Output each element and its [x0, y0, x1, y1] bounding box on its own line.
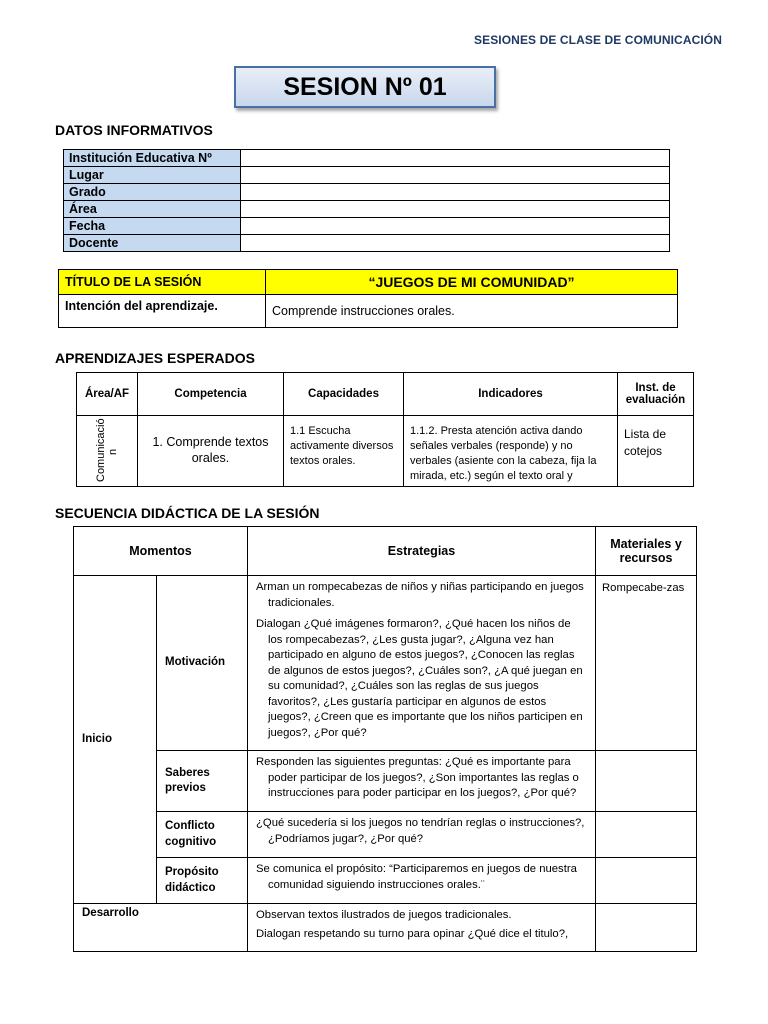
datos-value[interactable]	[241, 235, 670, 252]
material-empty	[596, 858, 697, 904]
col-header-materiales: Materiales y recursos	[596, 527, 697, 576]
table-row	[64, 184, 670, 201]
col-header-instrumento: Inst. de evaluación	[618, 373, 694, 416]
intencion-label: Intención del aprendizaje.	[59, 295, 266, 328]
estrategia-proposito	[248, 858, 596, 904]
datos-label: Lugar	[64, 167, 241, 184]
momento-inicio: Inicio	[74, 576, 157, 904]
estrategia-text: Observan textos ilustrados de juegos tradicionales.	[256, 909, 512, 921]
material-empty	[596, 751, 697, 812]
secuencia-heading: SECUENCIA DIDÁCTICA DE LA SESIÓN	[55, 505, 320, 521]
material-rompecabezas: Rompecabe-zas	[596, 576, 697, 751]
datos-label: Grado	[64, 184, 241, 201]
datos-label: Institución Educativa Nº	[64, 150, 241, 167]
estrategia-text: Arman un rompecabezas de niños y niñas participando en juegos tradicionales.	[256, 581, 584, 609]
datos-value[interactable]	[241, 218, 670, 235]
aprendizajes-table	[76, 372, 694, 487]
table-row	[74, 576, 697, 751]
aprendizajes-heading: APRENDIZAJES ESPERADOS	[55, 350, 255, 366]
col-header-indicadores: Indicadores	[404, 373, 618, 416]
datos-label: Docente	[64, 235, 241, 252]
datos-label: Fecha	[64, 218, 241, 235]
submomento-saberes: Saberes previos	[157, 751, 248, 812]
table-header-row	[74, 527, 697, 576]
estrategia-text: Dialogan ¿Qué imágenes formaron?, ¿Qué hacen los niños de los rompecabezas?, ¿Les gusta jugar?, ¿Alguna vez han participado en alguno de estos juegos?, ¿Conocen las reglas de algunos de estos juegos?, ¿Cuáles son?, ¿A qué juegan en su comunidad?, ¿Cuáles son las reglas de sus juegos favoritos?, ¿Les gustaría participar en algunos de estos juegos?, ¿Creen que es importante que los niños participen en juegos?, ¿Por qué?	[256, 618, 583, 739]
col-header-momentos: Momentos	[74, 527, 248, 576]
estrategia-text: Dialogan respetando su turno para opinar ¿Qué dice el titulo?,	[256, 927, 569, 940]
datos-heading: DATOS INFORMATIVOS	[55, 122, 213, 138]
table-row	[64, 150, 670, 167]
estrategia-motivacion	[248, 576, 596, 751]
col-header-estrategias: Estrategias	[248, 527, 596, 576]
table-header-row	[77, 373, 694, 416]
table-row	[64, 167, 670, 184]
datos-value[interactable]	[241, 167, 670, 184]
titulo-table	[58, 269, 678, 328]
running-header: SESIONES DE CLASE DE COMUNICACIÓN	[474, 33, 722, 47]
estrategia-text: ¿Qué sucedería si los juegos no tendrían reglas o instrucciones?, ¿Podríamos jugar?, ¿Por qué?	[256, 817, 585, 845]
table-row	[74, 858, 697, 904]
submomento-motivacion: Motivación	[157, 576, 248, 751]
material-empty	[596, 904, 697, 952]
table-row	[64, 235, 670, 252]
datos-table	[63, 149, 670, 252]
submomento-conflicto: Conflicto cognitivo	[157, 812, 248, 858]
secuencia-table	[73, 526, 697, 952]
table-row	[74, 751, 697, 812]
intencion-value: Comprende instrucciones orales.	[266, 295, 678, 328]
indicadores-cell	[404, 416, 618, 487]
datos-value[interactable]	[241, 184, 670, 201]
datos-value[interactable]	[241, 150, 670, 167]
col-header-competencia: Competencia	[138, 373, 284, 416]
table-row	[59, 270, 678, 295]
titulo-value: “JUEGOS DE MI COMUNIDAD”	[266, 270, 678, 295]
estrategia-conflicto	[248, 812, 596, 858]
capacidades-cell: 1.1 Escucha activamente diversos textos orales.	[284, 416, 404, 487]
datos-value[interactable]	[241, 201, 670, 218]
table-row	[74, 812, 697, 858]
submomento-proposito: Propósito didáctico	[157, 858, 248, 904]
col-header-capacidades: Capacidades	[284, 373, 404, 416]
table-row	[64, 201, 670, 218]
titulo-label: TÍTULO DE LA SESIÓN	[59, 270, 266, 295]
estrategia-saberes	[248, 751, 596, 812]
area-cell: Comunicació n	[95, 418, 119, 482]
session-title: SESION Nº 01	[234, 66, 496, 108]
competencia-cell: 1. Comprende textos orales.	[138, 416, 284, 487]
instrumento-cell: Lista de cotejos	[618, 416, 694, 487]
table-row	[74, 904, 697, 952]
datos-label: Área	[64, 201, 241, 218]
col-header-area: Área/AF	[77, 373, 138, 416]
estrategia-text: Se comunica el propósito: “Participaremos en juegos de nuestra comunidad siguiendo instrucciones orales.¨	[256, 863, 577, 891]
estrategia-text: Responden las siguientes preguntas: ¿Qué es importante para poder participar de los juegos?, ¿Son importantes las reglas o instrucciones para poder participar en los juegos?, ¿Por qué?	[256, 756, 579, 799]
material-empty	[596, 812, 697, 858]
momento-desarrollo: Desarrollo	[74, 904, 248, 952]
table-row	[77, 416, 694, 487]
table-row	[64, 218, 670, 235]
indicadores-text: 1.1.2. Presta atención activa dando señales verbales (responde) y no verbales (asiente con la cabeza, fija la mirada, etc.) según el texto oral y	[410, 425, 597, 482]
table-row	[59, 295, 678, 328]
estrategia-desarrollo	[248, 904, 596, 952]
